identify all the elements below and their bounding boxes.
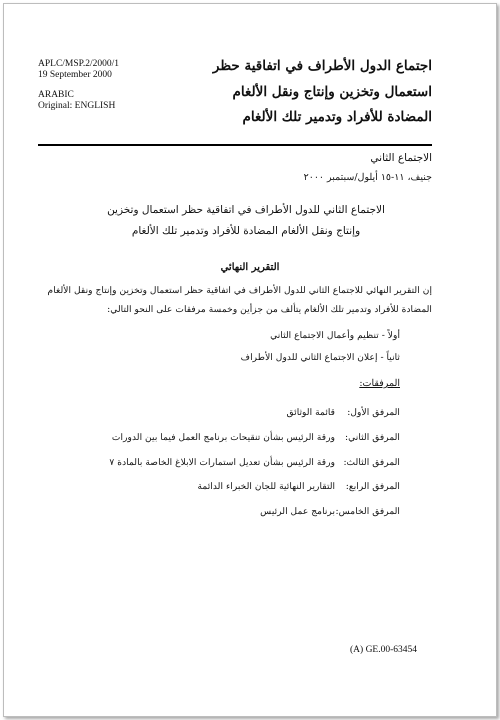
annex-content: ورقة الرئيس بشأن تنقيحات برنامج العمل فيما بين الدورات: [111, 432, 336, 443]
meeting-name: الاجتماع الثاني: [370, 152, 432, 164]
heading-line-2: وإنتاج ونقل الألغام المضادة للأفراد وتدمير تلك الألغام: [131, 225, 361, 237]
footer-job-number: (A) GE.00-63454: [350, 645, 418, 655]
annex-row: [109, 457, 400, 473]
part-one: أولاً - تنظيم وأعمال الاجتماع الثاني: [270, 330, 400, 341]
document-symbol: APLC/MSP.2/2000/1: [38, 59, 120, 69]
document-title-line-2: استعمال وتخزين وإنتاج ونقل الألغام: [232, 84, 432, 100]
annex-content: ورقة الرئيس بشأن تعديل استمارات الابلاغ الخاصة بالمادة ٧: [109, 457, 336, 468]
annex-row: [286, 407, 400, 423]
intro-line-1: إن التقرير النهائي للاجتماع الثاني للدول الأطراف في اتفاقية حظر استعمال وتخزين وإنتاج ونقل الألغام: [47, 285, 432, 296]
header-rule: [38, 144, 432, 146]
annex-content: التقارير النهائية للجان الخبراء الدائمة: [197, 481, 336, 492]
annex-label: المرفق الثالث:: [343, 457, 400, 468]
language-block: [38, 90, 115, 112]
original-language: Original: ENGLISH: [38, 101, 116, 111]
annexes-heading: المرفقات:: [359, 378, 400, 389]
annex-label: المرفق الثاني:: [345, 432, 400, 443]
report-title: التقرير النهائي: [220, 262, 280, 273]
annex-label: المرفق الخامس:: [335, 506, 400, 517]
part-two: ثانياً - إعلان الاجتماع الثاني للدول الأطراف: [240, 352, 400, 363]
heading-line-1: الاجتماع الثاني للدول الأطراف في اتفاقية حظر استعمال وتخزين: [107, 204, 385, 216]
document-date: 19 September 2000: [38, 70, 112, 80]
annex-label: المرفق الأول:: [347, 407, 400, 418]
document-symbol-block: [38, 59, 119, 81]
intro-line-2: المضادة للأفراد وتدمير تلك الألغام يتألف من جزأين وخمسة مرفقات على النحو التالي:: [107, 304, 432, 315]
annex-label: المرفق الرابع:: [345, 481, 400, 492]
document-language: ARABIC: [38, 90, 74, 100]
meeting-place-date: جنيف، ١١-١٥ أيلول/سبتمبر ٢٠٠٠: [303, 172, 432, 183]
annex-content: برنامج عمل الرئيس: [260, 506, 336, 517]
annex-row: [260, 506, 400, 522]
annex-content: قائمة الوثائق: [286, 407, 336, 418]
document-title-line-1: اجتماع الدول الأطراف في اتفاقية حظر: [212, 58, 432, 74]
annex-row: [112, 432, 400, 448]
annex-row: [198, 481, 401, 497]
document-title-line-3: المضادة للأفراد وتدمير تلك الألغام: [242, 109, 432, 125]
